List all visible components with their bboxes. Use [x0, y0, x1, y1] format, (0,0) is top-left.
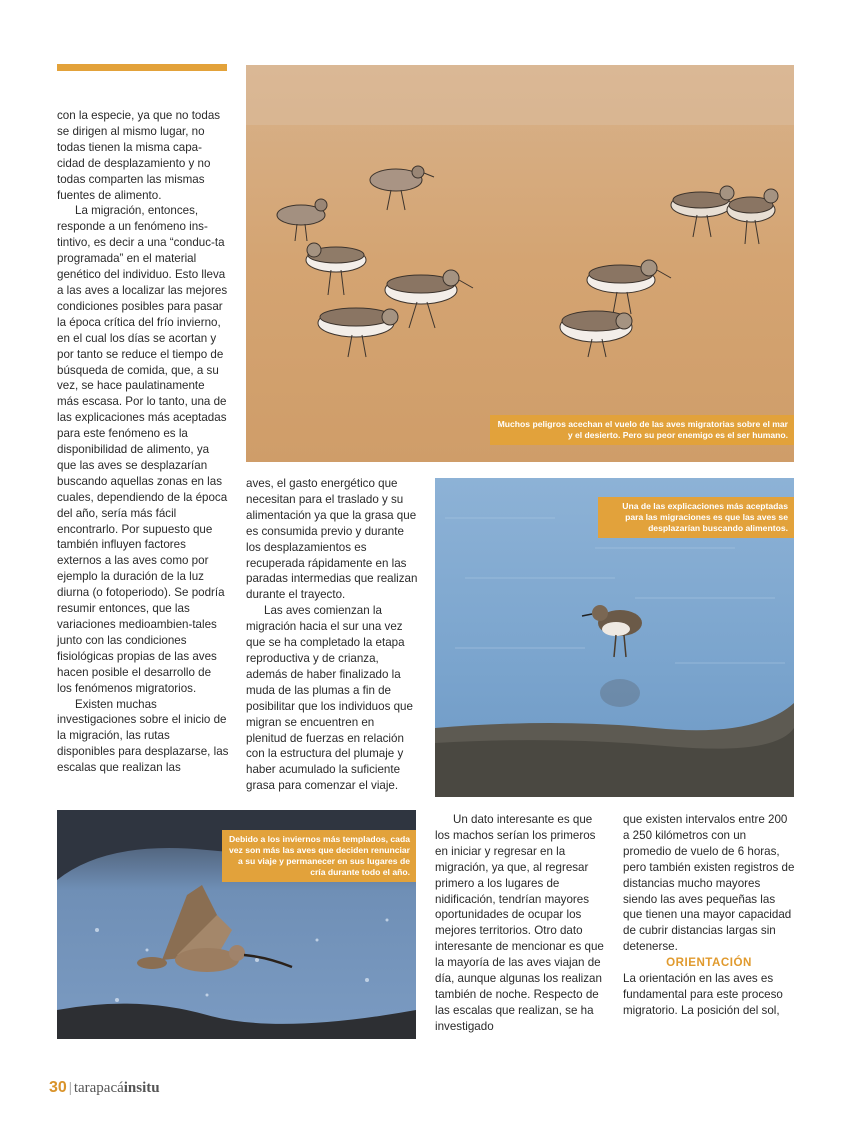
text-column-4 — [623, 812, 795, 1019]
photo-caption-top — [490, 415, 794, 445]
caption-text: Muchos peligros acechan el vuelo de las aves migratorias sobre el mar y el desierto. Pero su peor enemigo es el ser humano. — [497, 419, 788, 440]
paragraph: que existen intervalos entre 200 a 250 kilómetros con un promedio de vuelo de 6 horas, pero también existen registros de distancias mucho mayores siendo las aves pequeñas las que tienen una mayor capacidad de cubrir distancias largas sin detenerse. — [623, 813, 795, 954]
paragraph: aves, el gasto energético que necesitan para el traslado y su alimentación ya que la grasa que es consumida previo y durante los desplazamientos es recuperada rápidamente en las paradas intermedias que realizan durante el trayecto. — [246, 477, 418, 602]
paragraph: Un dato interesante es que los machos serían los primeros en iniciar y regresar en la migración, ya que, al regresar primero a los lugares de nidificación, tendrían mayores oportunidades de ocupar los mejores territorios. Otro dato interesante de mencionar es que la mayoría de las aves viajan de día, aunque algunas los realizan también de noche. Respecto de las escalas que realizan, se ha investigado — [435, 813, 604, 1033]
magazine-name-part1: tarapacá — [73, 1080, 124, 1096]
paragraph: Existen muchas investigaciones sobre el inicio de la migración, las rutas disponibles para desplazarse, las escalas que realizan las — [57, 697, 229, 775]
section-heading-orientacion: ORIENTACIÓN — [666, 956, 752, 970]
footer-separator: | — [68, 1080, 72, 1096]
page-number: 30 — [49, 1079, 67, 1096]
text-column-3 — [435, 812, 607, 1035]
paragraph: La migración, entonces, responde a un fenómeno ins-tintivo, es decir a una “conduc-ta programada” en el material genético del individuo. Esto lleva a las aves a localizar las mejores condiciones posibles para pasar la época crítica del frío invierno, en el cual los días se acortan y por tanto se reduce el tiempo de búsqueda de comida, que, a su vez, se hace paulatinamente más escasa. Por lo tanto, una de las explicaciones más aceptadas para este fenómeno es la disponibilidad de alimento, ya que las aves se desplazarían buscando aquellas zonas en las cuales, dependiendo de la época del año, sería más fácil encontrarlo. Por supuesto que también influyen factores externos a las aves como por ejemplo la duración de la luz diurna (o fotoperiodo). Se podría resumir entonces, que las variaciones medioambien-tales junto con las condiciones fisiológicas propias de las aves hacen posible el desarrollo de los fenómenos migratorios. — [57, 204, 228, 695]
sandpipers-illustration — [246, 65, 794, 462]
caption-text: Una de las explicaciones más aceptadas para las migraciones es que las aves se desplazarían buscando alimentos. — [622, 501, 788, 533]
page-footer — [49, 1079, 160, 1097]
paragraph: La orientación en las aves es fundamental para este proceso migratorio. La posición del sol, — [623, 972, 783, 1017]
magazine-name-part2: insitu — [123, 1080, 160, 1096]
photo-sandpipers-on-sand — [246, 65, 794, 462]
caption-text: Debido a los inviernos más templados, cada vez son más las aves que deciden renunciar a su viaje y permanecer en sus lugares de cría durante todo el año. — [228, 834, 410, 877]
paragraph: Las aves comienzan la migración hacia el sur una vez que se ha completado la etapa reproductiva y de crianza, además de haber finalizado la muda de las plumas a fin de posibilitar que los individuos que migran se encuentren en plenitud de fuerzas en relación con la estructura del plumaje y haber acumulado la suficiente grasa para comenzar el viaje. — [246, 604, 413, 793]
text-column-2 — [246, 476, 418, 794]
paragraph: con la especie, ya que no todas se dirigen al mismo lugar, no todas tienen la misma capa-cidad de desplazamiento y no todas comparten las mismas fuentes de alimento. — [57, 109, 221, 202]
photo-caption-middle — [598, 497, 794, 538]
text-column-1 — [57, 108, 229, 776]
accent-bar — [57, 64, 227, 71]
photo-caption-bottom — [222, 830, 416, 882]
